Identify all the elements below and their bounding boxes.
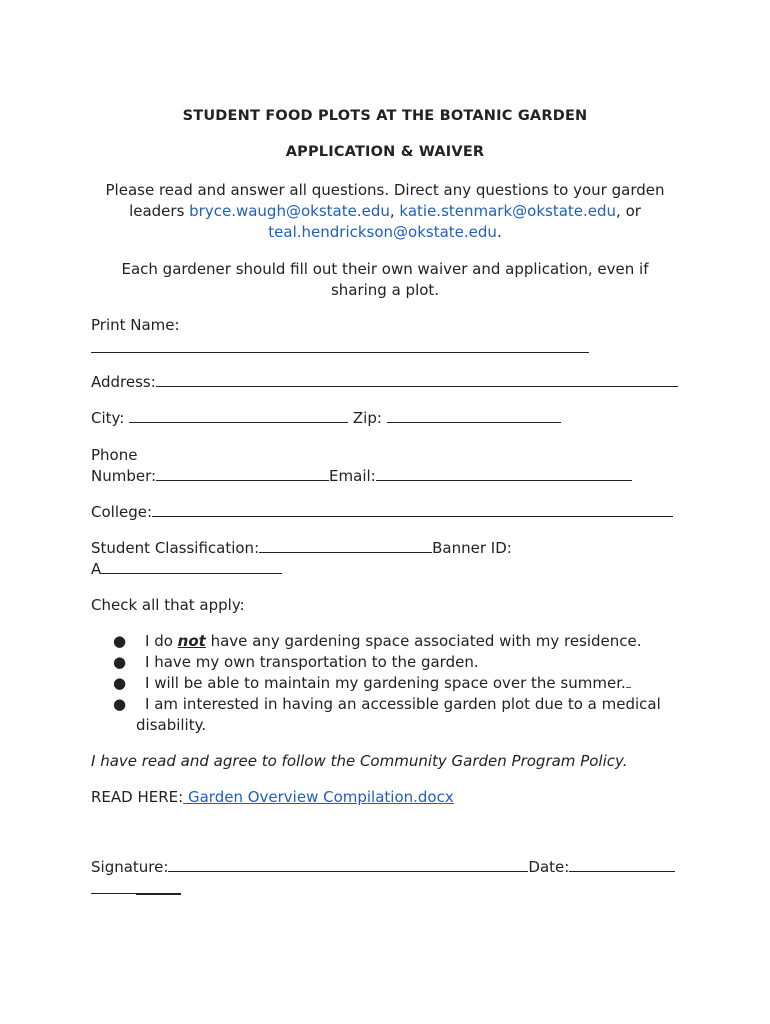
college-label: College: (91, 503, 153, 521)
garden-overview-link[interactable]: Garden Overview Compilation.docx (183, 788, 454, 806)
phone-field[interactable] (156, 466, 329, 481)
city-label: City: (91, 409, 130, 427)
intro-separator-2: , or (616, 202, 641, 220)
item1-pre: I do (145, 632, 178, 650)
email-link-teal[interactable]: teal.hendrickson@okstate.edu (268, 223, 497, 241)
checklist-item-summer[interactable] (145, 673, 631, 694)
item1-emphasis: not (177, 632, 206, 650)
item3-text: I will be able to maintain my gardening space over the summer. (145, 674, 626, 692)
phone-label-line-2: Number: (91, 467, 157, 485)
address-field[interactable] (156, 372, 678, 387)
note-line-2: sharing a plot. (330, 281, 440, 299)
form-title: STUDENT FOOD PLOTS AT THE BOTANIC GARDEN (182, 108, 588, 124)
date-field-continuation-underline (136, 894, 181, 895)
print-name-field[interactable] (91, 352, 589, 353)
address-label: Address: (91, 373, 156, 391)
checklist-item-transportation[interactable]: I have my own transportation to the garden. (145, 653, 479, 671)
bullet-icon: ● (113, 695, 127, 713)
checklist-item-no-space[interactable] (145, 631, 642, 652)
city-field[interactable] (129, 408, 348, 423)
classification-label: Student Classification: (91, 539, 260, 557)
signature-row (91, 857, 675, 878)
intro-separator-1: , (389, 202, 400, 220)
read-here-label: READ HERE: (91, 788, 184, 806)
college-row (91, 502, 673, 523)
city-zip-row (91, 408, 561, 429)
intro-leaders-text: leaders (129, 202, 190, 220)
zip-label: Zip: (348, 409, 387, 427)
email-link-katie[interactable]: katie.stenmark@okstate.edu (399, 202, 617, 220)
intro-end: . (496, 223, 502, 241)
checklist-heading: Check all that apply: (91, 596, 245, 614)
agreement-statement: I have read and agree to follow the Community Garden Program Policy. (91, 752, 628, 770)
email-link-bryce[interactable]: bryce.waugh@okstate.edu (189, 202, 390, 220)
address-row (91, 372, 678, 393)
phone-label-line-1: Phone (91, 446, 138, 464)
intro-line-3 (0, 222, 770, 243)
intro-line-2 (0, 201, 770, 222)
classification-row (91, 538, 512, 559)
bullet-icon: ● (113, 632, 127, 650)
email-label: Email: (329, 467, 376, 485)
print-name-label: Print Name: (91, 316, 180, 334)
note-line-1: Each gardener should fill out their own waiver and application, even if (121, 260, 649, 278)
banner-id-label: Banner ID: (432, 539, 512, 557)
item3-trailing-underline (626, 673, 631, 688)
zip-field[interactable] (387, 408, 561, 423)
intro-line-1: Please read and answer all questions. Direct any questions to your garden (105, 181, 665, 199)
phone-email-row (91, 466, 632, 487)
read-here-row (91, 787, 454, 808)
signature-field[interactable] (168, 857, 528, 872)
banner-prefix: A (91, 560, 102, 578)
checklist-item-accessible[interactable]: I am interested in having an accessible garden plot due to a medical (145, 695, 661, 713)
classification-field[interactable] (259, 538, 432, 553)
email-field[interactable] (376, 466, 632, 481)
banner-id-row (91, 559, 282, 580)
bullet-icon: ● (113, 674, 127, 692)
date-label: Date: (528, 858, 570, 876)
form-subtitle: APPLICATION & WAIVER (285, 144, 485, 160)
college-field[interactable] (152, 502, 673, 517)
checklist-item-accessible-cont: disability. (136, 716, 207, 734)
item1-post: have any gardening space associated with my residence. (205, 632, 642, 650)
date-field[interactable] (569, 857, 675, 872)
bullet-icon: ● (113, 653, 127, 671)
banner-id-field[interactable] (101, 559, 282, 574)
signature-label: Signature: (91, 858, 169, 876)
